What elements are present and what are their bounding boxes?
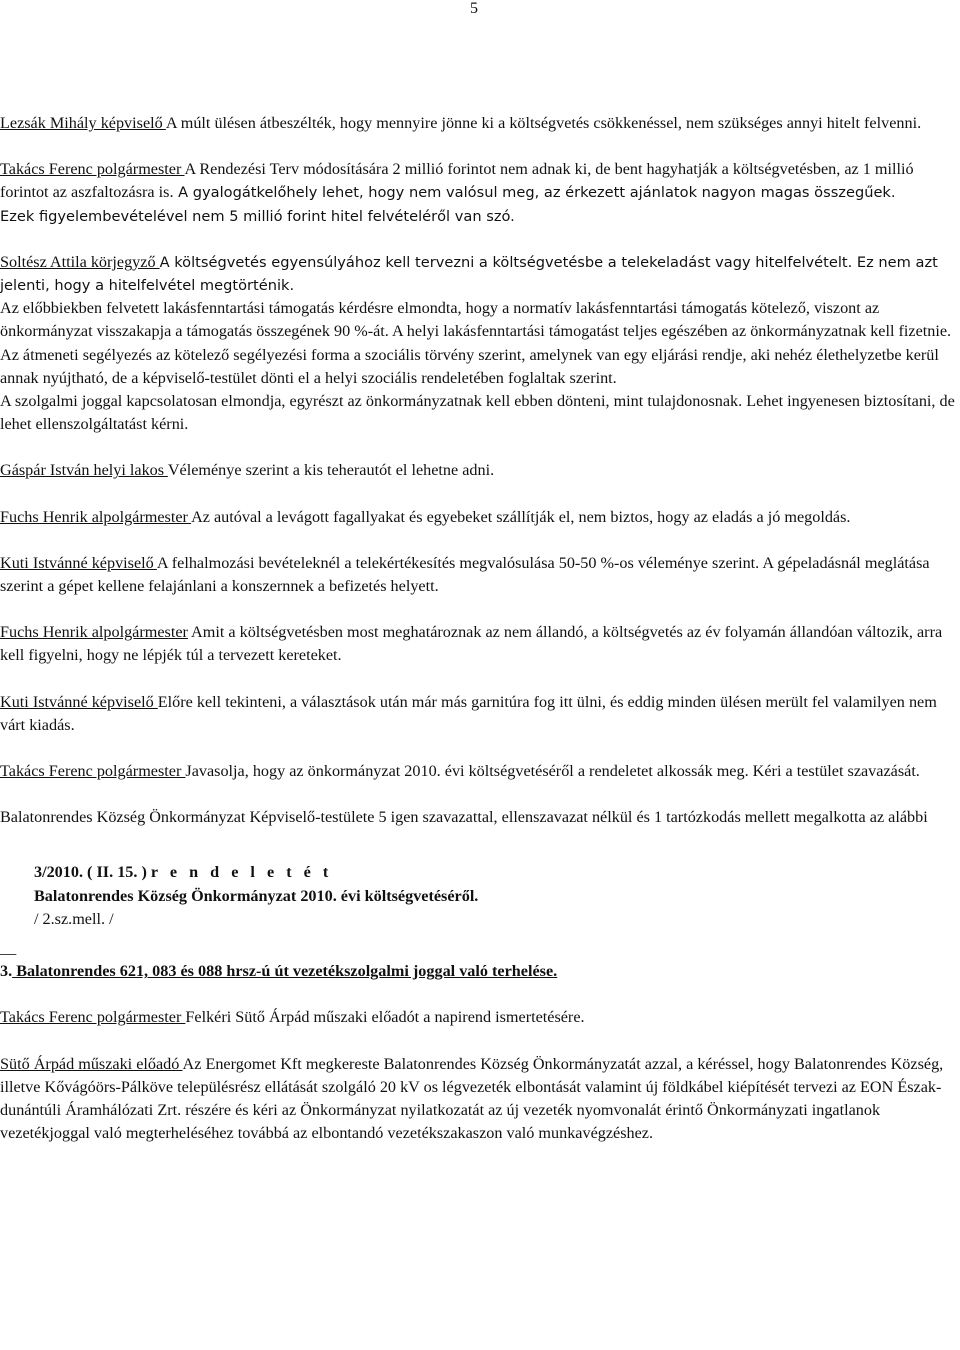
paragraph-takacs-2: [0, 760, 958, 783]
page-number: 5: [470, 0, 478, 17]
paragraph-gaspar: [0, 459, 958, 482]
statement-text: A költségvetés egyensúlyához kell tervezni a költségvetésbe a telekeladást vagy hitelfelvételt. Ez nem azt jelenti, hogy a hitelfelvétel megtörténik.: [0, 253, 938, 295]
statement-text: Javasolja, hogy az önkormányzat 2010. évi költségvetéséről a rendeletet alkossák meg. Kéri a testület szavazását.: [185, 762, 920, 781]
speaker-name: Takács Ferenc polgármester: [0, 160, 185, 179]
document-body: [0, 112, 958, 1146]
statement-text: Az Energomet Kft megkereste Balatonrendes Község Önkormányzatát azzal, a kéréssel, hogy Balatonrendes Község, illetve Kővágóörs-Pálköve településrész ellátását szolgáló 20 kV os légvezeték elbontását valamint új földkábel kiépítését tervezi az EON Észak-dunántúli Áramhálózati Zrt. részére és kéri az Önkormányzat nyilatkozatát az új vezeték nyomvonalát érintő Önkormányzati ingatlanok vezetékjoggal való megterheléséhez továbbá az elbontandó vezetékszakaszon való munkavégzéshez.: [0, 1054, 944, 1143]
speaker-name: Fuchs Henrik alpolgármester: [0, 507, 192, 526]
statement-text: Az autóval a levágott fagallyakat és egyebeket szállítják el, nem biztos, hogy az eladás a jó megoldás.: [191, 507, 851, 526]
resolution-word: r e n d e l e t é t: [150, 863, 333, 882]
paragraph-fuchs-2: [0, 621, 958, 667]
statement-text: Előre kell tekinteni, a választások után már más garnitúra fog itt ülni, és eddig minden ülésen merült fel valamilyen nem várt kiadás.: [0, 692, 937, 734]
statement-text: A Rendezési Terv módosítására 2 millió forintot nem adnak ki, de bent hagyhatják a költségvetésben, az 1 millió forintot az aszfaltozásra is.: [0, 160, 914, 202]
speaker-name: Fuchs Henrik alpolgármester: [0, 623, 188, 642]
paragraph-takacs-1: [0, 158, 958, 204]
statement-text: Az előbbiekben felvetett lakásfenntartási támogatás kérdésre elmondta, hogy a normatív lakásfenntartási támogatás kötelező, viszont az önkormányzat visszakapja a támogatás összegének 90 %-át.: [0, 299, 880, 341]
statement-text: Az átmeneti segélyezés az kötelező segélyezési forma a szociális törvény szerint, amelynek van egy eljárási rendje, aki nehéz élethelyzetbe kerül annak nyújtható, de a képviselő-testület dönti el a helyi szociális rendeletében foglaltak szerint.: [0, 345, 939, 387]
speaker-name: Kuti Istvánné képviselő: [0, 692, 158, 711]
statement-text: Véleménye szerint a kis teherautót el lehetne adni.: [167, 461, 495, 480]
speaker-name: Sütő Árpád műszaki előadó: [0, 1054, 183, 1073]
speaker-name: Gáspár István helyi lakos: [0, 461, 168, 480]
paragraph-lezsak: [0, 112, 958, 135]
paragraph-kuti-2: [0, 691, 958, 737]
speaker-name: Soltész Attila körjegyző: [0, 252, 160, 271]
speaker-name: Lezsák Mihály képviselő: [0, 114, 166, 132]
paragraph-soltesz-2: [0, 297, 958, 390]
resolution-attachment: / 2.sz.mell. /: [34, 909, 114, 928]
resolution-block: [34, 861, 958, 931]
paragraph-kuti-1: [0, 552, 958, 598]
statement-text: Ezek figyelembevételével nem 5 millió forint hitel felvételéről van szó.: [0, 207, 515, 225]
agenda-underscore: __: [0, 939, 17, 958]
resolution-number: 3/2010. ( II. 15. ): [34, 863, 151, 882]
paragraph-soltesz: [0, 251, 958, 297]
statement-text: A helyi lakásfenntartási támogatást teljes egészében az önkormányzatnak kell fizetnie.: [388, 322, 952, 341]
agenda-number: 3.: [0, 962, 13, 981]
speaker-name: Takács Ferenc polgármester: [0, 1008, 186, 1027]
resolution-heading: [34, 861, 958, 884]
speaker-name: Takács Ferenc polgármester: [0, 762, 186, 781]
agenda-heading: [0, 960, 958, 983]
statement-text: A múlt ülésen átbeszélték, hogy mennyire jönne ki a költségvetés csökkenéssel, nem szükséges annyi hitelt felvenni.: [165, 114, 922, 132]
resolution-title: Balatonrendes Község Önkormányzat 2010. évi költségvetéséről.: [34, 886, 479, 905]
statement-text: A gyalogátkelőhely lehet, hogy nem valósul meg, az érkezett ajánlatok nagyon magas összegűek.: [173, 184, 896, 202]
paragraph-suto: [0, 1053, 958, 1146]
paragraph-fuchs-1: [0, 506, 958, 529]
statement-text: Amit a költségvetésben most meghatároznak az nem állandó, a költségvetés az év folyamán állandóan változik, arra kell figyelni, hogy ne lépjék túl a tervezett kereteket.: [0, 623, 943, 665]
speaker-name: Kuti Istvánné képviselő: [0, 553, 157, 572]
vote-result: Balatonrendes Község Önkormányzat Képviselő-testülete 5 igen szavazattal, ellenszavazat nélkül és 1 tartózkodás mellett megalkotta az alábbi: [0, 808, 928, 827]
statement-text: Felkéri Sütő Árpád műszaki előadót a napirend ismertetésére.: [185, 1008, 585, 1027]
agenda-title: Balatonrendes 621, 083 és 088 hrsz-ú út vezetékszolgalmi joggal való terhelése.: [12, 962, 558, 981]
paragraph-takacs-3: [0, 1006, 958, 1029]
statement-text: A felhalmozási bevételeknél a telekértékesítés megvalósulása 50-50 %-os véleménye szerint. A gépeladásnál meglátása szerint a gépet kellene felajánlani a konszernnek a befizetés helyett.: [0, 553, 930, 596]
paragraph-soltesz-3: A szolgalmi joggal kapcsolatosan elmondja, egyrészt az önkormányzatnak kell ebben dönteni, mint tulajdonosnak. Lehet ingyenesen biztosítani, de lehet ellenszolgáltatást kérni.: [0, 392, 955, 434]
